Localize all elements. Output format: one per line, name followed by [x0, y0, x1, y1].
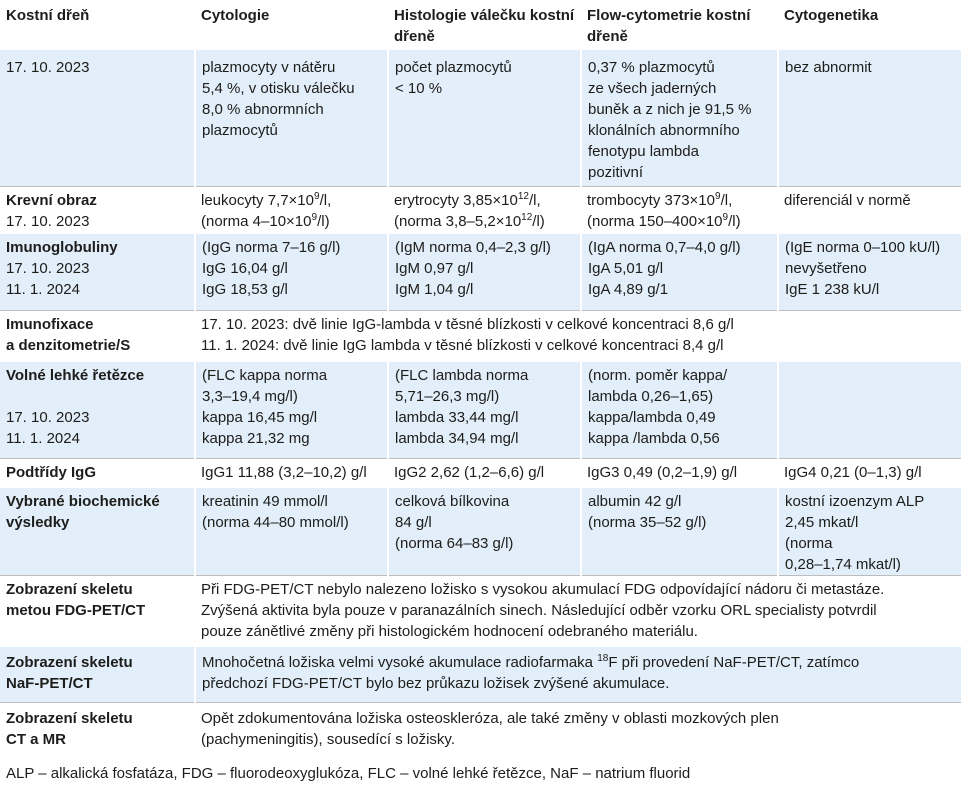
volne-lehke-label: Volné lehké řetězce 17. 10. 2023 11. 1. 2024	[0, 362, 195, 459]
header-kostni-dren: Kostní dřeň	[6, 7, 90, 24]
ct-mr-label: Zobrazení skeletu CT a MR	[0, 703, 195, 765]
fdg-pet-text: Při FDG-PET/CT nebylo nalezeno ložisko s vysokou akumulací FDG odpovídající nádoru či metastáze. Zvýšená aktivita byla pouze v paranazálních sinech. Následující odběr vzorku ORL specialisty potvrdil pouze zánětlivé změny při histologickém hodnocení odebraného materiálu.	[195, 576, 961, 648]
header-cytologie: Cytologie	[201, 7, 270, 24]
biochem-albumin: albumin 42 g/l (norma 35–52 g/l)	[581, 488, 778, 576]
row-krevni-obraz	[0, 187, 961, 235]
volne-lehke-pomer: (norm. poměr kappa/ lambda 0,26–1,65) kappa/lambda 0,49 kappa /lambda 0,56	[581, 362, 778, 459]
krevni-obraz-erytrocyty: erytrocyty $3,85\times 10^{12}/l$, (norma $3,8-5,2\times 10^{12}/l$)	[388, 187, 581, 235]
header-cytogenetika: Cytogenetika	[784, 7, 879, 24]
krevni-obraz-diferencial: diferenciál v normě	[778, 187, 961, 235]
podtridy-igg3: IgG3 0,49 (0,2–1,9) g/l	[581, 459, 778, 489]
biochem-kreatinin: kreatinin 49 mmol/l (norma 44–80 mmol/l)	[195, 488, 388, 576]
imunoglobuliny-label: Imunoglobuliny 17. 10. 2023 11. 1. 2024	[0, 234, 195, 311]
kostni-dren-histologie: počet plazmocytů < 10 %	[388, 50, 581, 187]
krevni-obraz-leukocyty: leukocyty $7,7\times 10^9/l$, (norma $4-10\times 10^9/l$)	[195, 187, 388, 235]
imunofixace-label: Imunofixace a denzitometrie/S	[0, 311, 195, 363]
row-fdg-pet-ct	[0, 576, 961, 648]
header-histologie: Histologie válečku kostní dřeně	[394, 7, 575, 45]
krevni-obraz-label: Krevní obraz 17. 10. 2023	[0, 187, 195, 235]
kostni-dren-cytologie: plazmocyty v nátěru 5,4 %, v otisku válečku 8,0 % abnormních plazmocytů	[195, 50, 388, 187]
row-imunoglobuliny	[0, 234, 961, 311]
volne-lehke-empty	[778, 362, 961, 459]
podtridy-label: Podtřídy IgG	[0, 459, 195, 489]
fdg-pet-label: Zobrazení skeletu metou FDG-PET/CT	[0, 576, 195, 648]
imunoglobuliny-iga: (IgA norma 0,7–4,0 g/l) IgA 5,01 g/l IgA 4,89 g/1	[581, 234, 778, 311]
volne-lehke-kappa: (FLC kappa norma 3,3–19,4 mg/l) kappa 16,45 mg/l kappa 21,32 mg	[195, 362, 388, 459]
row-biochemicke-vysledky	[0, 488, 961, 576]
biochem-alp: kostní izoenzym ALP 2,45 mkat/l (norma 0,28–1,74 mkat/l)	[778, 488, 961, 576]
imunoglobuliny-ige: (IgE norma 0–100 kU/l) nevyšetřeno IgE 1 238 kU/l	[778, 234, 961, 311]
row-naf-pet-ct	[0, 647, 961, 703]
imunofixace-text: 17. 10. 2023: dvě linie IgG-lambda v těsné blízkosti v celkové koncentraci 8,6 g/l 11. 1. 2024: dvě linie IgG lambda v těsné blízkosti v celkové koncentraci 8,4 g/l	[195, 311, 961, 363]
kostni-dren-date: 17. 10. 2023	[0, 50, 195, 187]
krevni-obraz-trombocyty: trombocyty $373\times 10^9/l$, (norma $150-400\times 10^9/l$)	[581, 187, 778, 235]
podtridy-igg2: IgG2 2,62 (1,2–6,6) g/l	[388, 459, 581, 489]
abbreviations-footnote: ALP – alkalická fosfatáza, FDG – fluorodeoxyglukóza, FLC – volné lehké řetězce, NaF – natrium fluorid	[6, 765, 691, 782]
row-kostni-dren	[0, 50, 961, 187]
podtridy-igg4: IgG4 0,21 (0–1,3) g/l	[778, 459, 961, 489]
volne-lehke-lambda: (FLC lambda norma 5,71–26,3 mg/l) lambda 33,44 mg/l lambda 34,94 mg/l	[388, 362, 581, 459]
ct-mr-text: Opět zdokumentována ložiska osteoskleróza, ale také změny v oblasti mozkových plen (pachymeningitis), sousedící s ložisky.	[195, 703, 961, 765]
naf-pet-text: Mnohočetná ložiska velmi vysoké akumulace radiofarmaka $^{18}$F při provedení NaF-PET/CT, zatímco předchozí FDG-PET/CT bylo bez průkazu ložisek zvýšené akumulace.	[195, 647, 961, 703]
table-header-row	[0, 0, 961, 50]
row-ct-mr	[0, 703, 961, 765]
row-podtridy-igg	[0, 459, 961, 489]
naf-pet-label: Zobrazení skeletu NaF-PET/CT	[0, 647, 195, 703]
row-imunofixace	[0, 311, 961, 363]
imunoglobuliny-igg: (IgG norma 7–16 g/l) IgG 16,04 g/l IgG 18,53 g/l	[195, 234, 388, 311]
biochem-bilkovina: celková bílkovina 84 g/l (norma 64–83 g/l)	[388, 488, 581, 576]
podtridy-igg1: IgG1 11,88 (3,2–10,2) g/l	[195, 459, 388, 489]
kostni-dren-flow: 0,37 % plazmocytů ze všech jaderných buněk a z nich je 91,5 % klonálních abnormního fenotypu lambda pozitivní	[581, 50, 778, 187]
imunoglobuliny-igm: (IgM norma 0,4–2,3 g/l) IgM 0,97 g/l IgM 1,04 g/l	[388, 234, 581, 311]
header-flow-cytometrie: Flow-cytometrie kostní dřeně	[587, 7, 751, 45]
row-volne-lehke-retezce	[0, 362, 961, 459]
kostni-dren-cytogenetika: bez abnormit	[778, 50, 961, 187]
biochem-label: Vybrané biochemické výsledky	[0, 488, 195, 576]
